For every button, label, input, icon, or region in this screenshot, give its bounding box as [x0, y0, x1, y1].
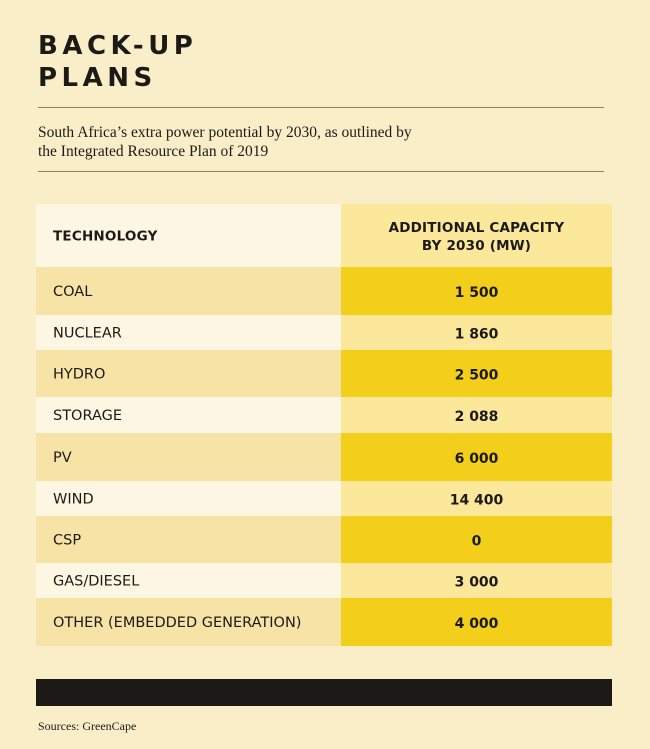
- data-label: 3 000: [454, 574, 499, 591]
- footer-bar: [36, 679, 612, 706]
- row-label: GAS/DIESEL: [53, 573, 140, 590]
- subtitle-line: South Africa’s extra power potential by 2030, as outlined by: [38, 124, 412, 141]
- header-label-capacity: ADDITIONAL CAPACITY: [388, 220, 565, 236]
- row-label-cell: [36, 516, 341, 563]
- subtitle-line: the Integrated Resource Plan of 2019: [38, 143, 269, 160]
- title-line: BACK-UP: [38, 31, 198, 61]
- header-label-technology: TECHNOLOGY: [53, 228, 158, 245]
- row-label: CSP: [53, 532, 82, 549]
- row-label: COAL: [53, 284, 93, 300]
- row-label: WIND: [53, 491, 94, 508]
- data-label: 4 000: [454, 616, 499, 632]
- row-label: HYDRO: [53, 366, 106, 383]
- data-label: 1 500: [454, 285, 499, 301]
- data-label: 14 400: [449, 492, 504, 509]
- row-label: OTHER (EMBEDDED GENERATION): [53, 615, 302, 631]
- data-label: 2 500: [454, 367, 499, 384]
- row-label: NUCLEAR: [53, 325, 122, 342]
- data-label: 0: [471, 533, 482, 550]
- data-label: 2 088: [454, 409, 499, 425]
- row-label: PV: [53, 450, 72, 466]
- title-line: PLANS: [38, 63, 157, 93]
- source-note: Sources: GreenCape: [38, 719, 137, 733]
- header-label-capacity: BY 2030 (MW): [421, 238, 532, 254]
- row-label-cell: [36, 433, 341, 481]
- data-label: 1 860: [454, 326, 499, 343]
- row-label: STORAGE: [53, 408, 123, 424]
- data-label: 6 000: [454, 451, 499, 467]
